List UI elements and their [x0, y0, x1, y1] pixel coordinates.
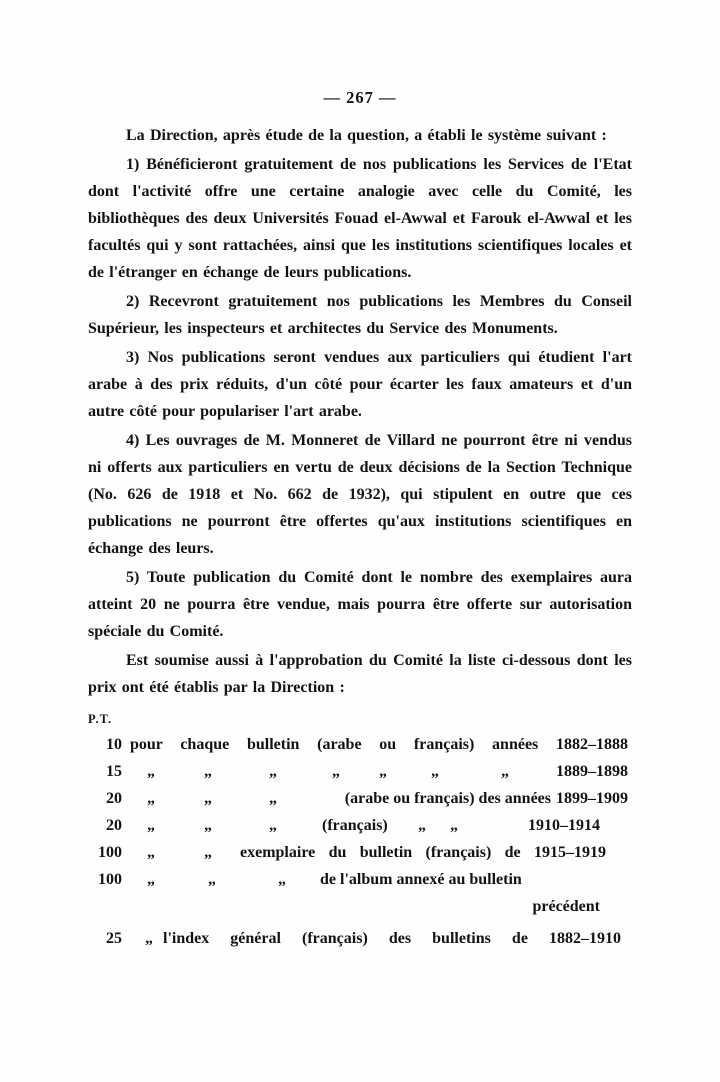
page-content: [88, 88, 632, 952]
paragraph-item-2: 2) Recevront gratuitement nos publications les Membres du Conseil Supérieur, les inspecteurs et architectes du Service des Monuments.: [88, 293, 632, 337]
paragraph-item-1: 1) Bénéficieront gratuitement de nos publications les Services de l'Etat dont l'activité offre une certaine analogie avec celle du Comité, les bibliothèques des deux Universités Fouad el-Awwal et Farouk el-Awwal et les facultés qui y sont rattachées, ainsi que les institutions scientifiques locales et de l'étranger en échange de leurs publications.: [88, 156, 632, 281]
row-text: [240, 839, 606, 866]
paragraph-intro: La Direction, après étude de la question, a établi le système suivant :: [126, 127, 607, 144]
ditto-mark: „: [269, 790, 277, 807]
price-row: [88, 785, 632, 812]
row-years: 1915–1919: [534, 844, 607, 861]
row-years: 1910–1914: [528, 817, 600, 834]
price-row: [88, 812, 632, 839]
row-text: [310, 785, 628, 812]
continuation-text: précédent: [532, 898, 600, 915]
ditto-mark: „: [450, 817, 458, 834]
ditto-mark: „: [145, 930, 153, 947]
row-description: l'index général (français) des bulletins de: [163, 930, 528, 947]
ditto-mark: „: [204, 817, 212, 834]
price-value: 10: [106, 736, 122, 753]
ditto-mark: „: [204, 844, 212, 861]
ditto-mark: „: [431, 763, 439, 780]
row-years: 1899–1909: [556, 790, 628, 807]
row-years: 1882–1910: [549, 930, 621, 947]
price-value: 20: [106, 790, 122, 807]
ditto-mark: „: [204, 763, 212, 780]
paragraph-item-4: 4) Les ouvrages de M. Monneret de Villard ne pourront être ni vendus ni offerts aux particuliers en vertu de deux décisions de la Section Technique (No. 626 de 1918 et No. 662 de 1932), qui stipulent en outre que ces publications ne pourront être offertes qu'aux institutions scientifiques en échange des leurs.: [88, 432, 632, 557]
ditto-mark: „: [332, 763, 340, 780]
ditto-mark: „: [147, 817, 155, 834]
row-description: (français): [322, 817, 388, 834]
row-description: exemplaire du bulletin (français) de: [240, 844, 521, 861]
price-list: [88, 731, 632, 952]
row-text: [163, 925, 621, 952]
paragraph-approbation: Est soumise aussi à l'approbation du Comité la liste ci-dessous dont les prix ont été établis par la Direction :: [88, 652, 632, 696]
page-number: — 267 —: [323, 88, 397, 107]
ditto-mark: „: [278, 871, 286, 888]
price-row: [88, 925, 632, 952]
ditto-mark: „: [269, 817, 277, 834]
price-value: 100: [98, 871, 122, 888]
price-value: 25: [106, 930, 122, 947]
ditto-mark: „: [147, 871, 155, 888]
ditto-mark: „: [269, 763, 277, 780]
ditto-mark: „: [208, 871, 216, 888]
price-row-continuation: [88, 893, 632, 920]
price-row: [88, 731, 632, 758]
ditto-mark: „: [147, 790, 155, 807]
ditto-mark: „: [204, 790, 212, 807]
ditto-mark: „: [147, 763, 155, 780]
row-description: (arabe ou français) des années: [344, 790, 551, 807]
row-years: 1889–1898: [556, 763, 628, 780]
ditto-mark: „: [501, 763, 509, 780]
ditto-mark: „: [147, 844, 155, 861]
price-row: [88, 758, 632, 785]
row-description: de l'album annexé au bulletin: [320, 871, 522, 888]
price-value: 15: [106, 763, 122, 780]
price-row: [88, 839, 632, 866]
price-value: 100: [98, 844, 122, 861]
paragraph-item-3: 3) Nos publications seront vendues aux particuliers qui étudient l'art arabe à des prix réduits, d'un côté pour écarter les faux amateurs et d'un autre côté pour populariser l'art arabe.: [88, 349, 632, 420]
currency-unit-label: P.T.: [88, 712, 113, 726]
ditto-mark: „: [418, 817, 426, 834]
row-description: pour chaque bulletin (arabe ou français) années 1882–1888: [130, 736, 628, 753]
ditto-mark: „: [379, 763, 387, 780]
price-value: 20: [106, 817, 122, 834]
price-row: [88, 866, 632, 893]
paragraph-item-5: 5) Toute publication du Comité dont le nombre des exemplaires aura atteint 20 ne pourra être vendue, mais pourra être offerte sur autorisation spéciale du Comité.: [88, 569, 632, 640]
